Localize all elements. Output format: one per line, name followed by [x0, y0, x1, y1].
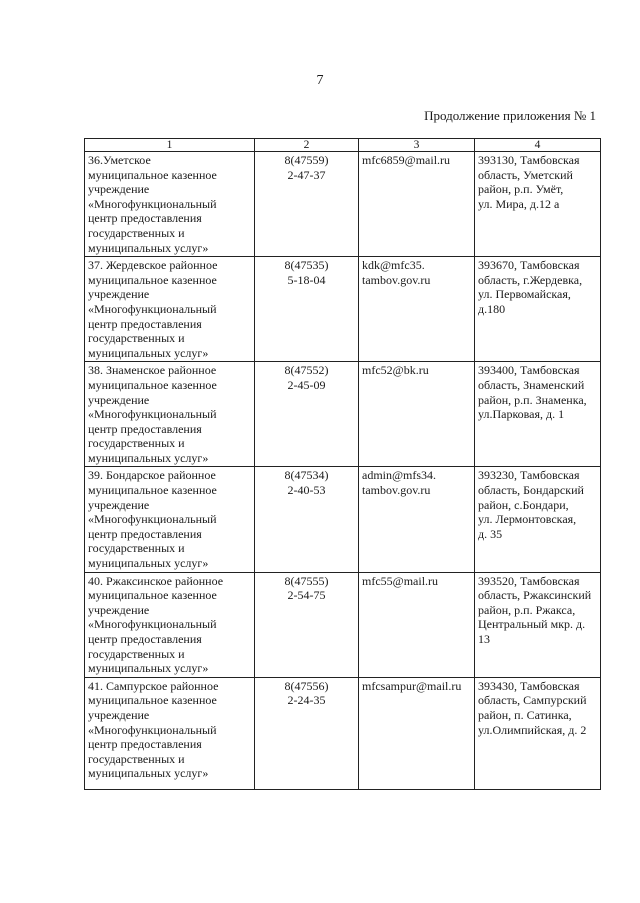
phone-code: 8(47559) — [284, 153, 329, 167]
phone-cell — [255, 257, 359, 362]
phone-cell — [255, 572, 359, 677]
email-link[interactable]: mfc55@mail.ru — [359, 572, 475, 677]
column-header: 3 — [359, 139, 475, 152]
page-number: 7 — [316, 73, 324, 88]
email-link[interactable]: kdk@mfc35. tambov.gov.ru — [359, 257, 475, 362]
institution-name: 41. Сампурское районное муниципальное казенное учреждение «Многофункциональный центр предоставления государственных и муниципальных услуг» — [85, 677, 255, 789]
phone-number: 5-18-04 — [287, 272, 326, 287]
phone-number: 2-45-09 — [287, 377, 326, 392]
table-row — [85, 362, 601, 467]
institution-name: 38. Знаменское районное муниципальное казенное учреждение «Многофункциональный центр предоставления государственных и муниципальных услуг» — [85, 362, 255, 467]
phone-code: 8(47535) — [284, 258, 329, 273]
address-cell: 393430, Тамбовская область, Сампурский район, п. Сатинка, ул.Олимпийская, д. 2 — [475, 677, 601, 789]
table-row — [85, 677, 601, 789]
table-row — [85, 572, 601, 677]
email-link[interactable]: admin@mfs34. tambov.gov.ru — [359, 467, 475, 572]
phone-number: 2-47-37 — [287, 167, 326, 182]
phone-number: 2-54-75 — [287, 588, 326, 603]
phone-code: 8(47556) — [284, 678, 329, 693]
address-cell: 393230, Тамбовская область, Бондарский район, с.Бондари, ул. Лермонтовская, д. 35 — [475, 467, 601, 572]
column-header: 2 — [255, 139, 359, 152]
phone-code: 8(47552) — [284, 363, 329, 378]
email-link[interactable]: mfc52@bk.ru — [359, 362, 475, 467]
appendix-caption: Продолжение приложения № 1 — [424, 108, 596, 123]
column-header: 4 — [475, 139, 601, 152]
phone-cell — [255, 152, 359, 257]
address-cell: 393130, Тамбовская область, Уметский район, р.п. Умёт, ул. Мира, д.12 а — [475, 152, 601, 257]
email-link[interactable]: mfcsampur@mail.ru — [359, 677, 475, 789]
phone-code: 8(47555) — [284, 573, 329, 588]
table-header-row — [85, 139, 601, 152]
address-cell: 393400, Тамбовская область, Знаменский район, р.п. Знаменка, ул.Парковая, д. 1 — [475, 362, 601, 467]
table-row — [85, 152, 601, 257]
email-link[interactable]: mfc6859@mail.ru — [359, 152, 475, 257]
phone-number: 2-40-53 — [287, 483, 326, 498]
mfc-table — [84, 138, 601, 790]
institution-name: 37. Жердевское районное муниципальное казенное учреждение «Многофункциональный центр предоставления государственных и муниципальных услуг» — [85, 257, 255, 362]
address-cell: 393670, Тамбовская область, г.Жердевка, ул. Первомайская, д.180 — [475, 257, 601, 362]
table-row — [85, 257, 601, 362]
institution-name: 36.Уметское муниципальное казенное учреждение «Многофункциональный центр предоставления государственных и муниципальных услуг» — [85, 152, 255, 257]
institution-name: 40. Ржаксинское районное муниципальное казенное учреждение «Многофункциональный центр предоставления государственных и муниципальных услуг» — [85, 572, 255, 677]
institution-name: 39. Бондарское районное муниципальное казенное учреждение «Многофункциональный центр предоставления государственных и муниципальных услуг» — [85, 467, 255, 572]
address-cell: 393520, Тамбовская область, Ржаксинский район, р.п. Ржакса, Центральный мкр. д. 13 — [475, 572, 601, 677]
phone-cell — [255, 677, 359, 789]
phone-cell — [255, 362, 359, 467]
phone-number: 2-24-35 — [287, 693, 326, 708]
column-header: 1 — [85, 139, 255, 152]
phone-cell — [255, 467, 359, 572]
table-row — [85, 467, 601, 572]
phone-code: 8(47534) — [284, 468, 329, 483]
